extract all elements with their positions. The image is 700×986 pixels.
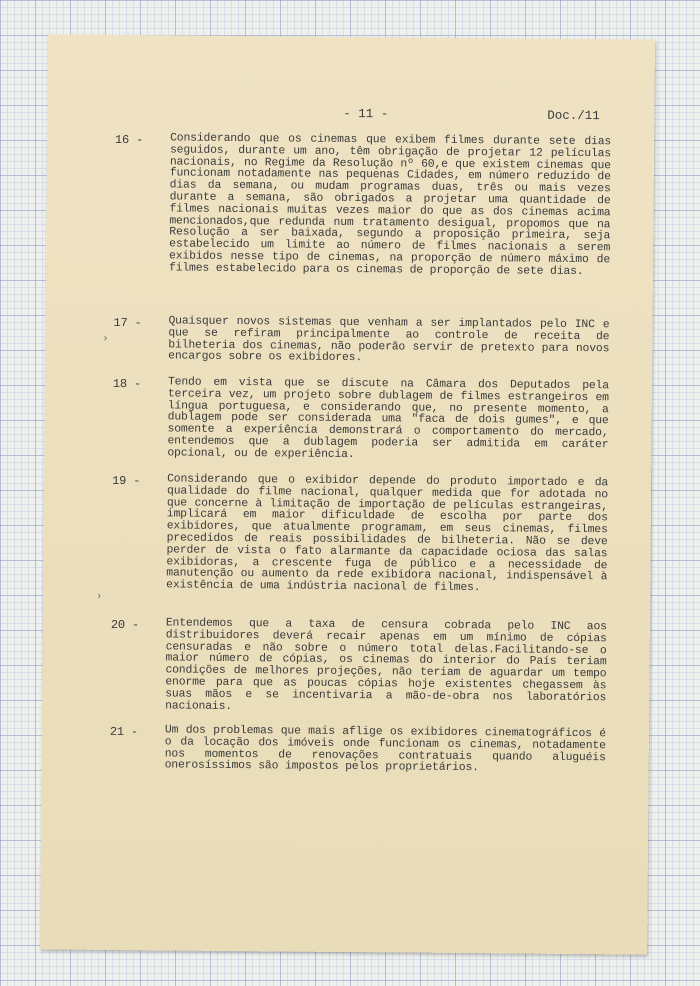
clause-18 [112,376,613,461]
clause-number: 19 - [112,473,141,489]
clause-text: Um dos problemas que mais aflige os exibidores cinematográficos é o da locação dos imóveis onde funcionam os cinemas, notadamente nos momentos de renovações contratuais quando aluguéis onerosíssimos são impostos pelos proprietários. [164,724,606,775]
clause-text: Considerando que o exibidor depende do produto importado e da qualidade do filme nacional, qualquer medida que for adotada no que concerne à limitação de importação de películas estrangeiras, implicará em maior dificuldade de escolha por parte dos exibidores, que atualmente programam, em seus cinemas, filmes precedidos de reais possibilidades de bilheteria. Não se deve perder de vista o fato alarmante da capacidade ociosa das salas exibidoras, a crescente fuga de público e a necessidade de manutenção ou aumento da rede exibidora nacional, indispensável à existência de uma indústria nacional de filmes. [166,473,609,595]
clause-number: 18 - [112,376,142,392]
clause-20 [110,617,611,713]
clause-16 [115,132,615,278]
clause-number: 21 - [109,724,138,740]
margin-mark: › [102,333,109,345]
page-number: - 11 - [343,106,389,122]
document-reference: Doc./11 [547,108,600,124]
document-page [40,34,655,954]
clause-number: 16 - [115,132,144,148]
clause-text: Considerando que os cinemas que exibem filmes durante sete dias seguidos, durante um ano, têm obrigação de projetar 12 películas nacionais, no Regime da Resolução nº 60,e que existem cinemas que funcionam notadamente nas pequenas Cidades, em número reduzido de dias da semana, ou mudam programas duas, três ou mais vezes durante a semana, são obrigados a projetar uma quantidade de filmes nacionais muitas vezes maior do que as dos cinemas acima mencionados,que redunda num tratamento desigual, propomos que na Resolução a ser baixada, segundo a proposição primeira, seja estabelecido um limite ao número de filmes nacionais a serem exibidos nesse tipo de cinemas, na proporção de número máximo de filmes estabelecido para os cinemas de proporção de sete dias. [168,132,612,278]
clause-21 [109,724,610,775]
clause-text: Quaisquer novos sistemas que venham a ser implantados pelo INC e que se refiram principalmente ao controle de receita de bilheteria dos cinemas, não poderão servir de pretexto para novos encargos sobre os exibidores. [168,315,610,365]
clause-19 [112,473,612,595]
clause-text: Tendo em vista que se discute na Câmara dos Deputados pela terceira vez, um projeto sobre dublagem de filmes estrangeiros em língua portuguesa, e considerando que, no presente momento, a dublagem pode ser considerada uma "faca de dois gumes", e que somente a experiência demonstrará o comportamento do mercado, entendemos que a dublagem poderia ser admitida em caráter opcional, ou de experiência. [167,376,610,461]
clause-number: 17 - [113,315,142,331]
margin-mark: › [96,591,103,603]
clause-number: 20 - [110,617,139,633]
clause-text: Entendemos que a taxa de censura cobrada pelo INC aos distribuidores deverá recair apenas em um mínimo de cópias censuradas e não sobre o número total delas.Facilitando-se o maior número de cópias, os cinemas do interior do País teriam condições de melhores projeções, não teriam de aguardar um tempo enorme para que as poucas cópias hoje existentes chegassem às suas mãos e se incentivaria a mão-de-obra nos laboratórios nacionais. [165,617,607,713]
clause-17 [113,315,614,365]
page-header [47,104,654,129]
